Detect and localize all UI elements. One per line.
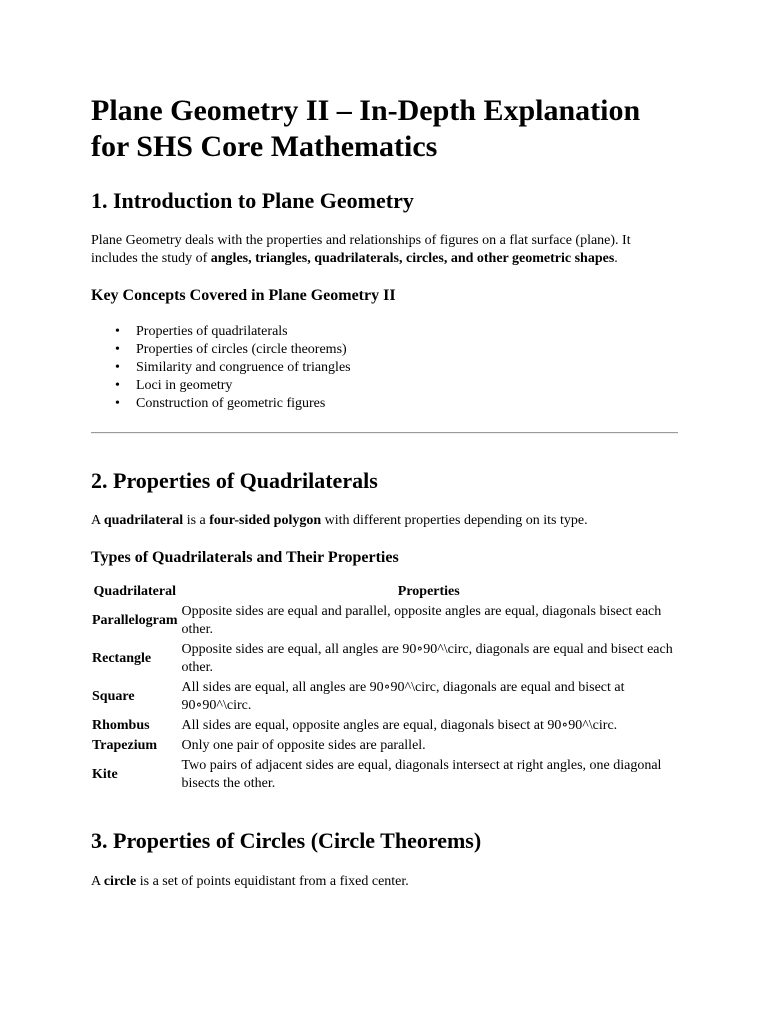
quadrilateral-name: Rhombus: [92, 718, 150, 733]
intro-bold-text: quadrilateral: [103, 513, 184, 528]
table-header-row: [91, 583, 677, 601]
quadrilateral-name: Trapezium: [92, 738, 158, 753]
section-3-intro: [91, 873, 678, 891]
quadrilateral-properties: Only one pair of opposite sides are parallel.: [181, 738, 426, 753]
quadrilateral-properties: Opposite sides are equal and parallel, opposite angles are equal, diagonals bisect each other.: [181, 604, 662, 637]
quadrilateral-name: Parallelogram: [92, 613, 178, 628]
page-title: Plane Geometry II – In-Depth Explanation for SHS Core Mathematics: [91, 94, 641, 163]
section-1-intro: [91, 232, 678, 268]
quadrilateral-properties: All sides are equal, opposite angles are equal, diagonals bisect at 90∘90^\circ.: [181, 718, 618, 733]
intro-text: is a: [183, 513, 210, 528]
key-concepts-heading: Key Concepts Covered in Plane Geometry II: [91, 287, 396, 304]
quadrilateral-properties: All sides are equal, all angles are 90∘90^\circ, diagonals are equal and bisect at 90∘90^\circ.: [181, 680, 625, 713]
intro-bold-text: angles, triangles, quadrilaterals, circles, and other geometric shapes: [210, 251, 615, 266]
list-item: • Properties of quadrilaterals: [115, 323, 678, 341]
table-row: [91, 737, 677, 755]
intro-bold-text: four-sided polygon: [209, 513, 322, 528]
intro-text-end: .: [614, 251, 618, 266]
table-row: [91, 757, 677, 793]
quadrilateral-table: [89, 581, 679, 795]
quadrilateral-properties: Opposite sides are equal, all angles are 90∘90^\circ, diagonals are equal and bisect each other.: [181, 642, 673, 675]
column-header-properties: Properties: [397, 584, 460, 599]
table-row: [91, 679, 677, 715]
column-header-quadrilateral: Quadrilateral: [93, 584, 176, 599]
intro-bold-text: circle: [103, 874, 137, 889]
table-row: [91, 603, 677, 639]
quadrilateral-name: Kite: [92, 767, 118, 782]
intro-text-end: with different properties depending on its type.: [321, 513, 588, 528]
list-item: • Properties of circles (circle theorems): [115, 341, 678, 359]
list-item: • Loci in geometry: [115, 377, 678, 395]
intro-text: Plane Geometry deals with the properties and relationships of figures on a flat surface (plane). It includes the study of: [91, 233, 631, 266]
section-3-heading: 3. Properties of Circles (Circle Theorems): [91, 828, 482, 853]
quadrilateral-properties: Two pairs of adjacent sides are equal, diagonals intersect at right angles, one diagonal bisects the other.: [181, 758, 662, 791]
section-2-heading: 2. Properties of Quadrilaterals: [91, 468, 378, 493]
intro-text: A: [91, 874, 104, 889]
quadrilateral-table-heading: Types of Quadrilaterals and Their Properties: [91, 549, 399, 566]
quadrilateral-name: Rectangle: [92, 651, 152, 666]
section-1-heading: 1. Introduction to Plane Geometry: [91, 188, 414, 213]
list-item: • Construction of geometric figures: [115, 395, 678, 413]
table-row: [91, 641, 677, 677]
quadrilateral-name: Square: [92, 689, 135, 704]
key-concepts-list: [91, 323, 678, 413]
table-row: [91, 717, 677, 735]
list-item: • Similarity and congruence of triangles: [115, 359, 678, 377]
intro-text-end: is a set of points equidistant from a fixed center.: [136, 874, 409, 889]
section-2-intro: [91, 512, 678, 530]
intro-text: A: [91, 513, 104, 528]
